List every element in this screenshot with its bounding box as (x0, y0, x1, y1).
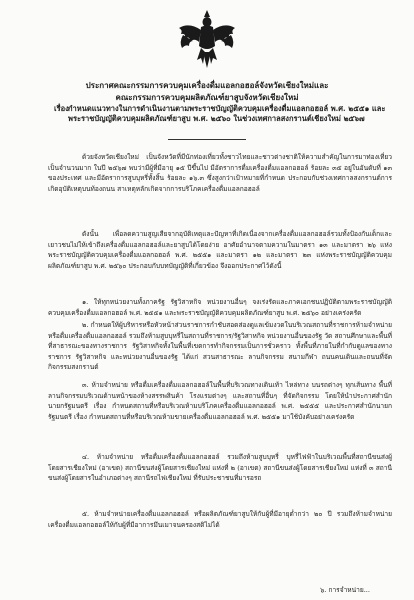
continued-marker: ๖. การจำหน่าย... (320, 586, 370, 594)
paragraph-1: ด้วยจังหวัดเชียงใหม่ เป็นจังหวัดที่มีนักท่องเที่ยวทั้งชาวไทยและชาวต่างชาติให้ความสำคัญในการมาท่องเที่ยวเป็นจำนวนมาก ในปี ๒๕๖๗ พบว่ามีผู้ที่มีอายุ ๑๕ ปีขึ้นไป มีอัตราการดื่มเครื่องดื่มแอลกอฮอล์ ร้อยละ ๓๕ อยู่ในอันดับที่ ๑๓ ของประเทศ และมีอัตราการสูบบุหรี่ทั้งสิ้น ร้อยละ ๑๖.๓ ซึ่งสูงกว่าเป้าหมายที่กำหนด ประกอบกับช่วงเทศกาลสงกรานต์การเกิดอุบัติเหตุบนท้องถนน สาเหตุหลักเกิดจากการบริโภคเครื่องดื่มแอลกอฮอล์ (48, 153, 392, 193)
subject (54, 104, 394, 124)
subject-label: เรื่อง (54, 104, 69, 113)
subject-text: กำหนดแนวทางในการดำเนินงานตามพระราชบัญญัติควบคุมเครื่องดื่มแอลกอฮอล์ พ.ศ. ๒๕๕๑ และพระราชบัญญัติควบคุมผลิตภัณฑ์ยาสูบ พ.ศ. ๒๕๖๐ ในช่วงเทศกาลสงกรานต์เชียงใหม่ ๒๕๖๗ (68, 104, 386, 123)
garuda-emblem-icon (177, 8, 237, 70)
paragraph-4: ๒. กำหนดให้ผู้บริหารหรือหัวหน้าส่วนราชการกำชับสอดส่องดูแลเข้มงวดในบริเวณสถานที่ราชการห้ามจำหน่าย หรือดื่มเครื่องดื่มแอลกอฮอล์ รวมถึงห้ามสูบบุหรี่ในสถานที่ราชการ/รัฐวิสาหกิจ หน่วยงานอื่นของรัฐ วัด สถานศึกษาและพื้นที่ที่สาธารณะของทางราชการ รัฐวิสาหกิจทั้งในพื้นที่เขตการทำกิจกรรมเป็นการชั่วคราว ทั้งพื้นที่ภายในที่กำกับดูแลของทางราชการ รัฐวิสาหกิจ และหน่วยงานอื่นของรัฐ ได้แก่ สวนสาธารณะ ลานกิจกรรม สนามกีฬา ถนนคนเดินและถนนที่จัดกิจกรรมสงกรานต์ (48, 321, 392, 372)
paragraph-2: ดังนั้น เพื่อลดความสูญเสียจากอุบัติเหตุและปัญหาที่เกิดเนื่องจากเครื่องดื่มแอลกอฮอล์รวมทั้งป้องกันเด็กและเยาวชนไม่ให้เข้าถึงเครื่องดื่มแอลกอฮอล์และยาสูบได้โดยง่าย อาศัยอำนาจตามความในมาตรา ๑๓ และมาตรา ๒๖ แห่งพระราชบัญญัติควบคุมเครื่องดื่มแอลกอฮอล์ พ.ศ. ๒๕๕๑ และมาตรา ๑๒ และมาตรา ๒๓ แห่งพระราชบัญญัติควบคุมผลิตภัณฑ์ยาสูบ พ.ศ. ๒๕๖๐ ประกอบกับบทบัญญัติที่เกี่ยวข้อง จึงออกประกาศไว้ดังนี้ (48, 230, 392, 270)
paragraph-5: ๓. ห้ามจำหน่าย หรือดื่มเครื่องดื่มแอลกอฮอล์ในพื้นที่บริเวณทางเดินเท้า ไหล่ทาง บนรถต่างๆ ทุกเส้นทาง พื้นที่ลานกิจกรรมบริเวณด้านหน้าของห้างสรรพสินค้า โรงแรมต่างๆ และสถานที่อื่นๆ ที่จัดกิจกรรม โดยให้นำประกาศสำนักนายกรัฐมนตรี เรื่อง กำหนดสถานที่หรือบริเวณห้ามบริโภคเครื่องดื่มแอลกอฮอล์ พ.ศ. ๒๕๕๕ และประกาศสำนักนายกรัฐมนตรี เรื่อง กำหนดสถานที่หรือบริเวณห้ามขายเครื่องดื่มแอลกอฮอล์ พ.ศ. ๒๕๕๑ มาใช้บังคับอย่างเคร่งครัด (48, 381, 392, 421)
paragraph-7: ๕. ห้ามจำหน่ายเครื่องดื่มแอลกอฮอล์ หรือผลิตภัณฑ์ยาสูบให้กับผู้ที่มีอายุต่ำกว่า ๒๐ ปี รวมถึงห้ามจำหน่ายเครื่องดื่มแอลกอฮอล์ให้กับผู้ที่มีอาการมึนเมาจนครองสติไม่ได้ (48, 510, 392, 529)
divider (168, 139, 246, 140)
paragraph-3: ๑. ให้ทุกหน่วยงานทั้งภาครัฐ รัฐวิสาหกิจ หน่วยงานอื่นๆ จงเร่งรัดและภาคเอกชนปฏิบัติตามพระราชบัญญัติควบคุมเครื่องดื่มแอลกอฮอล์ พ.ศ. ๒๕๕๑ และพระราชบัญญัติควบคุมผลิตภัณฑ์ยาสูบ พ.ศ. ๒๕๖๐ อย่างเคร่งครัด (48, 298, 392, 317)
paragraph-6: ๔. ห้ามจำหน่าย หรือดื่มเครื่องดื่มแอลกอฮอล์ รวมถึงห้ามสูบบุหรี่ บุหรี่ไฟฟ้าในบริเวณพื้นที่สถานีขนส่งผู้โดยสารเชียงใหม่ (อาเขต) สถานีขนส่งผู้โดยสารเชียงใหม่ แห่งที่ ๒ (อาเขต) สถานีขนส่งผู้โดยสารเชียงใหม่ แห่งที่ ๓ สถานีขนส่งผู้โดยสารในอำเภอต่างๆ สถานีรถไฟเชียงใหม่ ที่รับประชาชนที่มารอรถ (48, 453, 392, 483)
header-line-1: ประกาศคณะกรรมการควบคุมเครื่องดื่มแอลกอฮอล์จังหวัดเชียงใหม่และ (85, 80, 329, 90)
header-line-2: คณะกรรมการควบคุมผลิตภัณฑ์ยาสูบจังหวัดเชียงใหม่ (115, 92, 299, 102)
